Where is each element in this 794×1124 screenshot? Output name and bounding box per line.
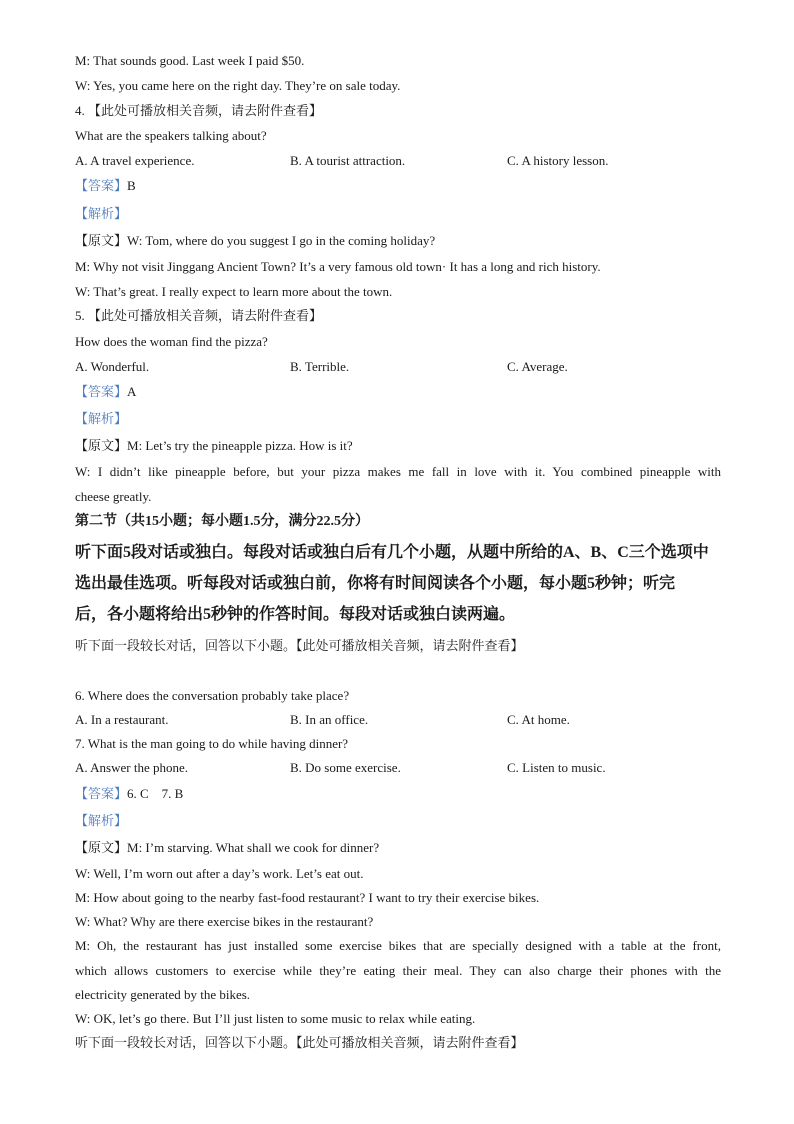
- q5-answer: [75, 384, 136, 400]
- listen-instruction: 听下面一段较长对话，回答以下小题。【此处可播放相关音频，请去附件查看】: [75, 1035, 524, 1050]
- section-2-instructions: 选出最佳选项。听每段对话或独白前，你将有时间阅读各个小题，每小题5秒钟；听完: [75, 575, 676, 592]
- question-4-heading: 4. 【此处可播放相关音频，请去附件查看】: [75, 103, 323, 118]
- transcript-line: M: How about going to the nearby fast-food restaurant? I want to try their exercise bikes.: [75, 890, 540, 905]
- answer-value: A: [127, 384, 137, 399]
- transcript-line: W: Well, I’m worn out after a day’s work. Let’s eat out.: [75, 866, 364, 881]
- q7-option-a: A. Answer the phone.: [75, 760, 189, 775]
- q5-option-b: B. Terrible.: [290, 359, 350, 374]
- original-text-tag: 【原文】: [75, 840, 128, 855]
- q67-transcript: [75, 840, 379, 856]
- q4-transcript: [75, 233, 435, 249]
- answer-value: B: [127, 178, 136, 193]
- transcript-line: M: I’m starving. What shall we cook for dinner?: [127, 840, 380, 855]
- answer-tag: 【答案】: [75, 178, 128, 193]
- section-2-instructions: 后，各小题将给出5秒钟的作答时间。每段对话或独白读两遍。: [75, 606, 516, 623]
- q4-option-a: A. A travel experience.: [75, 153, 195, 168]
- transcript-line: M: Let’s try the pineapple pizza. How is it?: [127, 438, 353, 453]
- transcript-line: W: That’s great. I really expect to learn more about the town.: [75, 284, 393, 299]
- q6-option-b: B. In an office.: [290, 712, 369, 727]
- q5-option-c: C. Average.: [507, 359, 568, 374]
- analysis-tag: 【解析】: [75, 813, 128, 828]
- original-text-tag: 【原文】: [75, 233, 128, 248]
- question-5-text: How does the woman find the pizza?: [75, 334, 268, 349]
- transcript-line: W: OK, let’s go there. But I’ll just listen to some music to relax while eating.: [75, 1011, 476, 1026]
- transcript-line: M: Oh, the restaurant has just installed some exercise bikes that are specially designed with a table at the front,: [75, 938, 721, 953]
- section-2-title: 第二节（共15小题；每小题1.5分，满分22.5分）: [75, 514, 369, 529]
- answer-value: 6. C 7. B: [127, 786, 184, 801]
- transcript-line: W: Tom, where do you suggest I go in the coming holiday?: [127, 233, 436, 248]
- analysis-tag: 【解析】: [75, 411, 128, 426]
- q67-answer: [75, 786, 183, 802]
- q6-option-a: A. In a restaurant.: [75, 712, 169, 727]
- q7-option-b: B. Do some exercise.: [290, 760, 401, 775]
- q4-option-c: C. A history lesson.: [507, 153, 609, 168]
- q4-answer: [75, 178, 136, 194]
- analysis-tag: 【解析】: [75, 206, 128, 221]
- dialogue-line: M: That sounds good. Last week I paid $50.: [75, 53, 305, 68]
- section-2-instructions: 听下面5段对话或独白。每段对话或独白后有几个小题，从题中所给的A、B、C三个选项中: [75, 544, 709, 561]
- question-5-heading: 5. 【此处可播放相关音频，请去附件查看】: [75, 308, 323, 323]
- q5-transcript: [75, 438, 353, 454]
- transcript-line: which allows customers to exercise while they’re eating their meal. They can also charge their phones with the: [75, 963, 721, 978]
- q5-option-a: A. Wonderful.: [75, 359, 150, 374]
- dialogue-line: W: Yes, you came here on the right day. They’re on sale today.: [75, 78, 401, 93]
- transcript-line: M: Why not visit Jinggang Ancient Town? It’s a very famous old town· It has a long and rich history.: [75, 259, 601, 274]
- question-7-text: 7. What is the man going to do while having dinner?: [75, 736, 349, 751]
- transcript-line: cheese greatly.: [75, 489, 152, 504]
- q4-option-b: B. A tourist attraction.: [290, 153, 406, 168]
- question-4-text: What are the speakers talking about?: [75, 128, 267, 143]
- question-6-text: 6. Where does the conversation probably take place?: [75, 688, 350, 703]
- original-text-tag: 【原文】: [75, 438, 128, 453]
- transcript-line: electricity generated by the bikes.: [75, 987, 251, 1002]
- transcript-line: W: I didn’t like pineapple before, but your pizza makes me fall in love with it. You combined pineapple with: [75, 464, 721, 479]
- transcript-line: W: What? Why are there exercise bikes in the restaurant?: [75, 914, 374, 929]
- answer-tag: 【答案】: [75, 786, 128, 801]
- listen-instruction: 听下面一段较长对话，回答以下小题。【此处可播放相关音频，请去附件查看】: [75, 638, 524, 653]
- answer-tag: 【答案】: [75, 384, 128, 399]
- q7-option-c: C. Listen to music.: [507, 760, 606, 775]
- q6-option-c: C. At home.: [507, 712, 570, 727]
